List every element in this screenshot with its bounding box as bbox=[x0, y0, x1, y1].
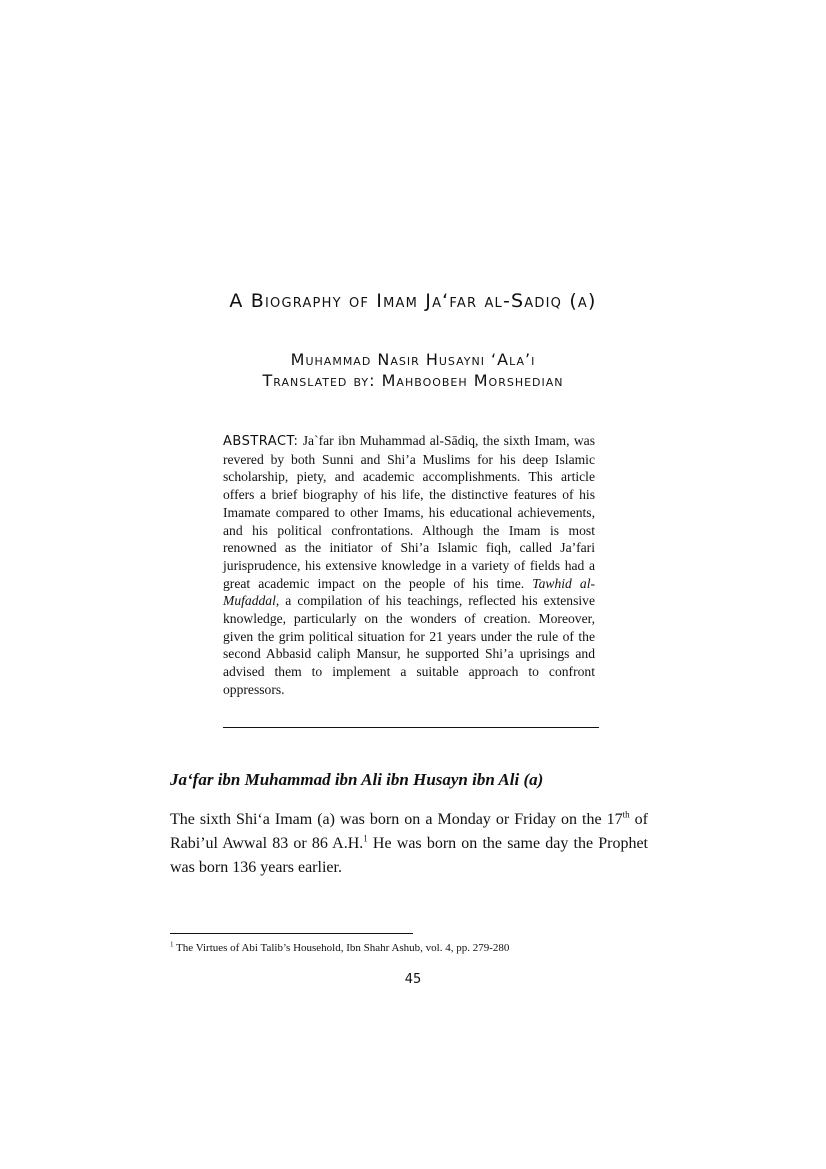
body-paragraph bbox=[170, 808, 648, 880]
body-text-2: of Rabi’ul Awwal 83 or 86 A.H. bbox=[170, 811, 649, 852]
footnote-text: The Virtues of Abi Talib’s Household, Ibn Shahr Ashub, vol. 4, pp. 279-280 bbox=[173, 942, 510, 954]
body-text-3: He was born on the same day the Prophet was born 136 years earlier. bbox=[170, 835, 649, 876]
abstract-label: ABSTRACT: bbox=[223, 434, 299, 449]
paper-title: A Biography of Imam Ja‘far al-Sadiq (a) bbox=[229, 290, 597, 312]
body-text-1: The sixth Shi‘a Imam (a) was born on a Monday or Friday on the 17 bbox=[170, 811, 623, 828]
translator-name: Translated by: Mahboobeh Morshedian bbox=[262, 371, 564, 390]
footnote-divider bbox=[170, 933, 413, 934]
footnote-marker: 1 bbox=[170, 940, 174, 949]
abstract-divider bbox=[223, 727, 599, 728]
abstract bbox=[223, 432, 595, 699]
footnote-reference[interactable]: 1 bbox=[363, 833, 368, 844]
page-number: 45 bbox=[404, 972, 422, 987]
author-name: Muhammad Nasir Husayni ‘Ala’i bbox=[290, 350, 536, 369]
abstract-text-2: , a compilation of his teachings, reflected his extensive knowledge, particularly on the wonders of creation. Moreover, given the grim political situation for 21 years under the rule of the second Abbasid caliph Mansur, he supported Shi’a uprisings and advised them to implement a suitable approach to confront oppressors. bbox=[223, 593, 595, 697]
ordinal-suffix: th bbox=[622, 809, 630, 820]
section-heading: Ja‘far ibn Muhammad ibn Ali ibn Husayn ibn Ali (a) bbox=[170, 770, 544, 789]
abstract-italic-title: Tawhid al-Mufaddal bbox=[223, 575, 596, 609]
footnote bbox=[170, 941, 509, 955]
abstract-text-1: Ja`far ibn Muhammad al-Sādiq, the sixth Imam, was revered by both Sunni and Shi’a Muslims for his deep Islamic scholarship, piety, and academic accomplishments. This article offers a brief biography of his life, the distinctive features of his Imamate compared to other Imams, his educational achievements, and his political confrontations. Although the Imam is most renowned as the initiator of Shi’a Islamic fiqh, called Ja’fari jurisprudence, his extensive knowledge in a variety of fields had a great academic impact on the people of his time. bbox=[223, 433, 595, 591]
author-block bbox=[0, 349, 826, 391]
